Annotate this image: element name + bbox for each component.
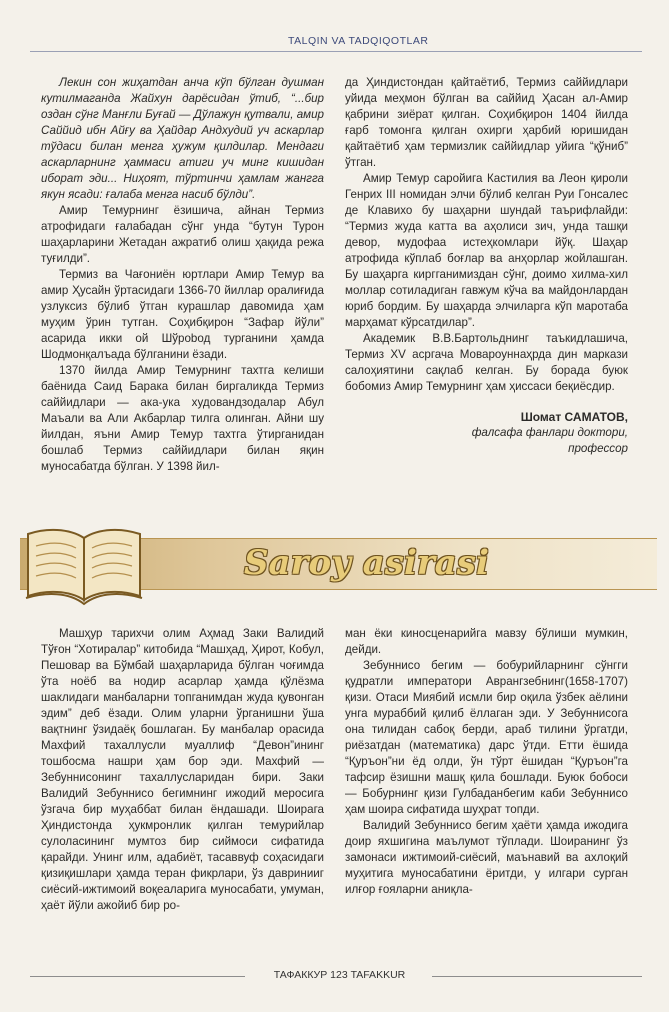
footer-rule-left (30, 976, 245, 977)
author-name: Шомат САМАТОВ, (520, 410, 628, 424)
page-footer (30, 968, 642, 984)
paragraph: Амир Темурнинг ёзишича, айнан Термиз атрофидаги ғалабадан сўнг унда “бутун Турон шаҳарларини Жетадан ажратиб олиш ҳақида режа туғилди”. (41, 204, 324, 265)
article2-column-d (345, 626, 628, 898)
paragraph: Валидий Зебуннисо бегим ҳаёти ҳамда ижодига доир яхшигина маълумот тўплади. Шоиранинг ўз замонаси ижтимоий-сиёсий, маънавий ва ахлоқий муҳитига муносабатини ёритди, у илгари сурган илғор ғояларни аниқла- (345, 819, 628, 896)
section-banner (20, 520, 657, 608)
paragraph: ман ёки киносценарийга мавзу бўлиши мумкин, дейди. (345, 627, 628, 656)
article1-column-a (41, 75, 324, 475)
paragraph: Амир Темур саройига Кастилия ва Леон қироли Генрих III номидан элчи бўлиб келган Руи Гонсалес де Клавихо бу шаҳарни шундай таърифлайди: “Термиз жуда катта ва аҳолиси зич, унда ташқи девор, мудофаа истеҳкомлари йўқ. Шаҳар атрофида кўплаб боғлар ва анҳорлар жойлашган. Бу шаҳарга киргганимиздан сўнг, доимо хилма-хил моллар сотиладиган гавжум кўча ва майдонлардан юриб бордим. Бу шаҳарда элчиларга кўп маротаба марҳамат кўрсатдилар”. (345, 172, 628, 329)
paragraph: Лекин сон жиҳатдан анча кўп бўлган душман кутилмаганда Жайхун дарёсидан ўтиб, “...бир оздан сўнг Манғли Буғай — Дўлажун қутвали, амир Саййид ибн Айғу ва Ҳайдар Андхудий уч аскарлар тўдаси билан менга ҳужум қилдилар. Мендаги аскарларнинг ҳаммаси атиги уч минг кишидан иборат эди... Ниҳоят, тўртинчи ҳамлам жангга якун ясади: ғалаба менга насиб бўлди”. (41, 76, 324, 201)
footer-rule-right (432, 976, 642, 977)
paragraph: Машҳур тарихчи олим Аҳмад Заки Валидий Тўғон “Хотиралар” китобида “Машҳад, Ҳирот, Кобул, Пешовар ва Бўмбай шаҳарларида бўлган чоғимда ўта ноёб ва нодир асарлар ҳамда қўлёзма шаклидаги манбаларни топганимдан жуда қувонган эдим” деб ёзади. Олим уларни ўрганишни ўша вақтнинг ўзидаёқ бошлаган. Бу манбалар орасида Махфий тахаллусли муаллиф “Девон”ининг тошбосма нашри ҳам бор эди. Махфий — Зебуннисонинг тахаллусларидан бири. Заки Валидий Зебуннисо бегимнинг ижодий меросига ўзгача бир муҳаббат билан ёндашади. Шоирага Ҳиндистонда ҳукмронлик қилган темурийлар сулоласининг мумтоз бир сиймоси сифатида қарайди. Унинг илм, адабиёт, тасаввуф соҳасидаги қизиқишлари ҳамда теран фикрлари, ўз давринииг сиёсий-ижтимоий воқеаларига муносабати, умуман, ҳаёт йўли ажойиб бир ро- (41, 627, 324, 912)
paragraph: Зебуннисо бегим — бобурийларнинг сўнгги қудратли императори Аврангзебнинг(1658-1707) қизи. Отаси Миябий исмли бир оқила ўзбек аёлини унга мураббий қилиб ёллаган эди. У Зебуннисога она тилидан сабоқ берди, араб тилини ўргатди, риёзатдан (математика) дарс ўтди. Етти ёшида “Қуръон”ни ёд олди, ўн тўрт ёшидан “Қуръон”га тафсир ёзишни машқ қила бошлади. Буюк бобоси — Бобурнинг қизи Гулбаданбегим каби Зебуннисо ҳам шоира сифатида шуҳрат топди. (345, 659, 628, 816)
banner-title: Saroy asirasi (244, 543, 489, 583)
article1-column-b (345, 75, 628, 457)
running-header (30, 29, 642, 52)
paragraph: Термиз ва Чағониён юртлари Амир Темур ва амир Ҳусайн ўртасидаги 1366-70 йиллар оралиғида узлуксиз бўлиб ўтган курашлар давомида ҳам муҳим ўрин тутган. Соҳибқирон “Зафар йўли” асарида икки ой Шўрobод турганини ҳамда Шодмонқалъада бўлганини ёзади. (41, 268, 324, 361)
author-rank: профессор (568, 442, 628, 455)
author-degree: фалсафа фанлари доктори, (471, 426, 628, 439)
paragraph: да Ҳиндистондан қайтаётиб, Термиз саййидлари уйида меҳмон бўлган ва саййид Ҳасан ал-Амир қабрини зиёрат қилган. Соҳибқирон 1404 йилда ғарб томонга қилган охирги ҳарбий юришидан қайтаётиб ҳам термизлик саййидлар уйига “қўниб” ўтган. (345, 76, 628, 169)
paragraph: 1370 йилда Амир Темурнинг тахтга келиши баёнида Саид Барака билан биргаликда Термиз саййидлари — ака-ука худовандзодалар Абул Маъали ва Али Акбарлар тилга олинган. Айни шу йилдан, яъни Амир Темур тахтга ўтирганидан бошлаб Термиз саййидлари билан яқин муносабатда бўлган. У 1398 йил- (41, 364, 324, 473)
open-book-icon (24, 520, 144, 608)
paragraph: Академик В.В.Бартольднинг таъкидлашича, Термиз XV асргача Мовароуннаҳрда дин маркази салоҳиятини сақлаб келган. Бу борада буюк бобомиз Амир Темурнинг ҳам ҳиссаси беқиёсдир. (345, 332, 628, 393)
footer-page-number: ТАФАККУР 123 TAFAKKUR (273, 969, 406, 981)
running-title: TALQIN VA TADQIQOTLAR (288, 35, 429, 47)
author-signature (345, 409, 628, 457)
article2-column-c (41, 626, 324, 914)
